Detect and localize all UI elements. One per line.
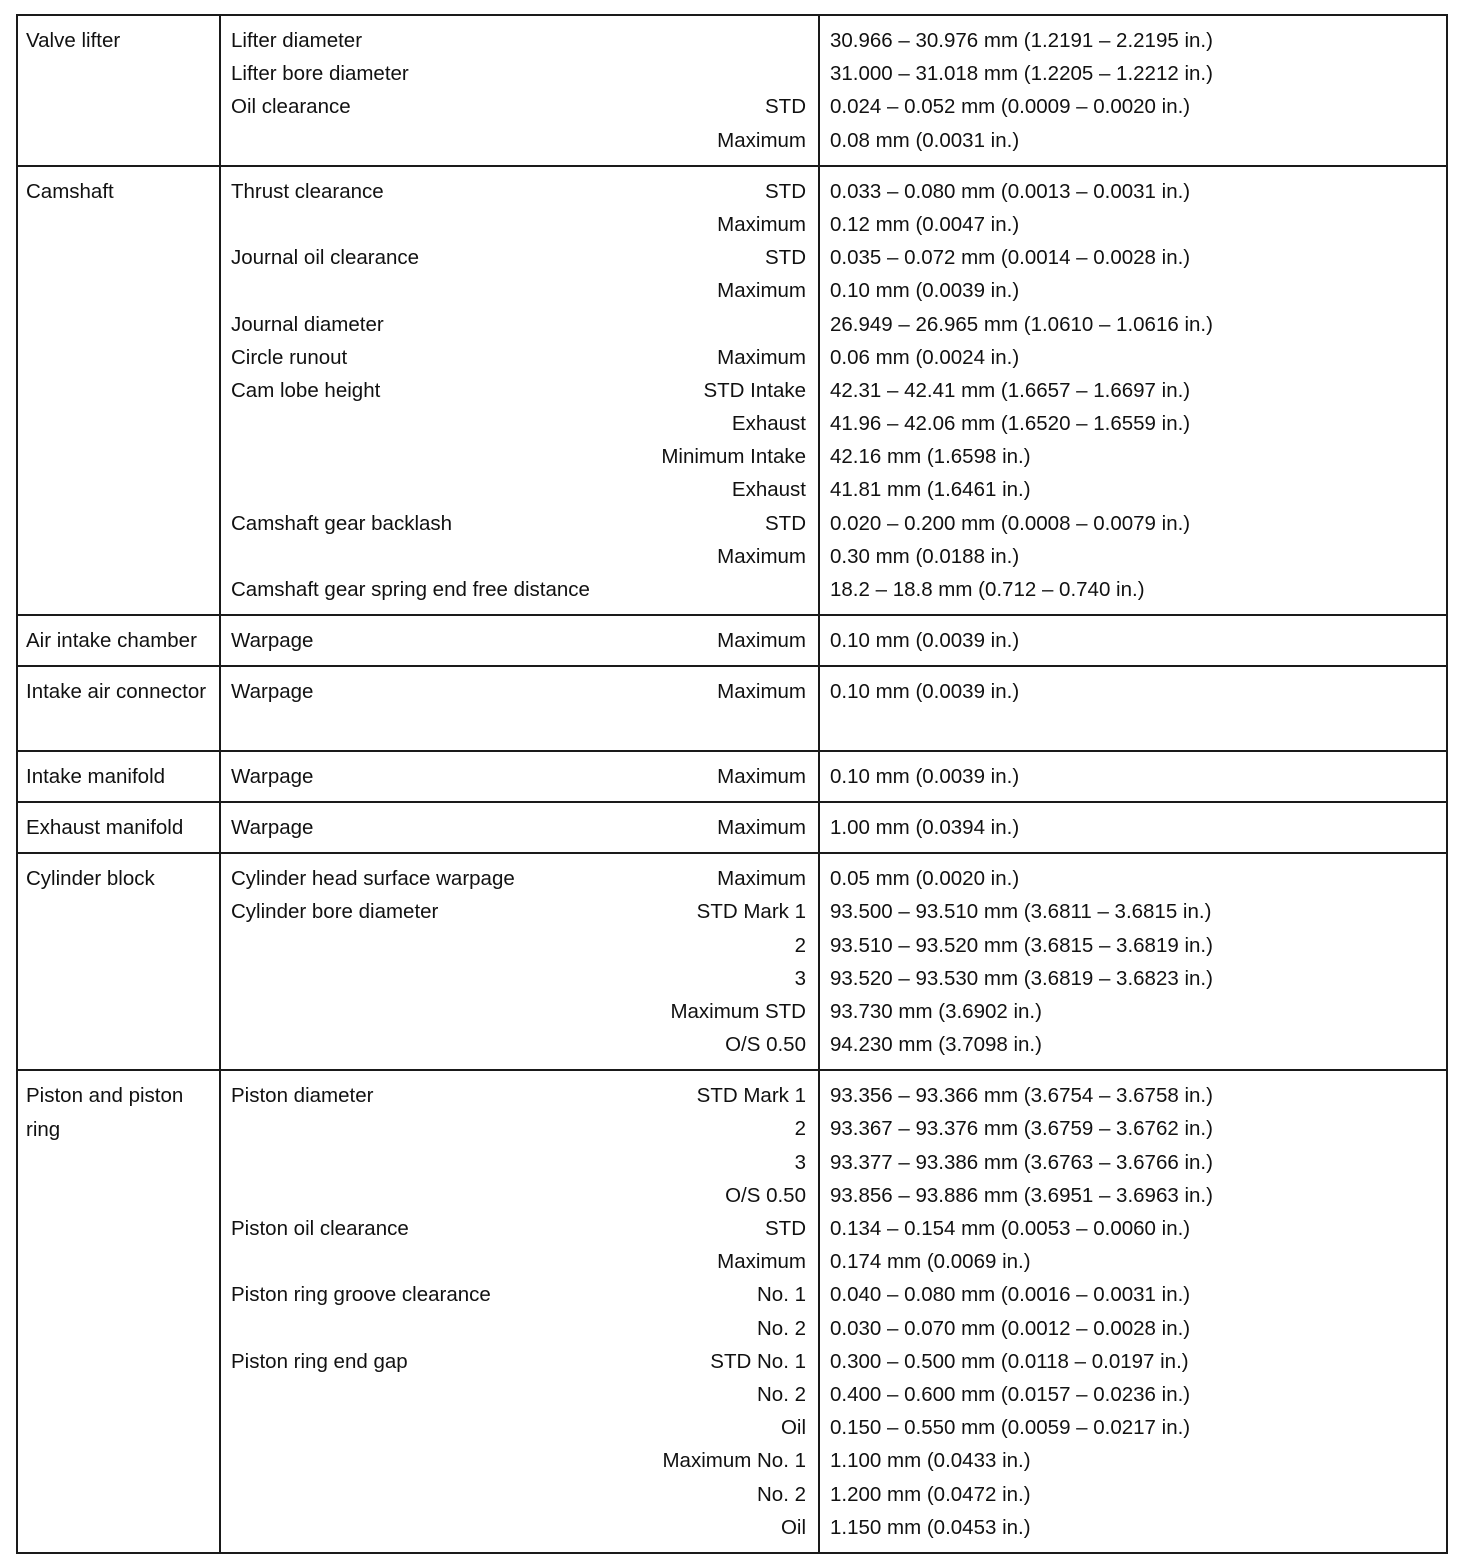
item-label <box>221 274 231 307</box>
spec-value: 93.356 – 93.366 mm (3.6754 – 3.6758 in.) <box>830 1084 1213 1108</box>
spec-value: 30.966 – 30.976 mm (1.2191 – 2.2195 in.) <box>830 29 1213 52</box>
spec-line <box>221 440 818 473</box>
spec-value: 0.150 – 0.550 mm (0.0059 – 0.0217 in.) <box>830 1416 1191 1440</box>
spec-value: 18.2 – 18.8 mm (0.712 – 0.740 in.) <box>830 578 1145 601</box>
spec-line <box>221 1245 818 1278</box>
item-label: Camshaft gear spring end free distance <box>231 578 590 601</box>
spec-line <box>221 962 818 995</box>
spec-value: 0.10 mm (0.0039 in.) <box>830 629 1020 653</box>
spec-value: 0.06 mm (0.0024 in.) <box>830 345 1020 369</box>
qualifier-label: O/S 0.50 <box>725 1033 806 1057</box>
spec-value: 93.377 – 93.386 mm (3.6763 – 3.6766 in.) <box>830 1150 1213 1174</box>
qualifier-label: Maximum <box>717 212 806 236</box>
section-row <box>17 615 1447 666</box>
qualifier-label: Oil <box>780 1515 806 1539</box>
qualifier-label: STD <box>765 179 806 203</box>
spec-line <box>221 929 818 962</box>
qualifier-label: Maximum <box>717 680 806 704</box>
item-label: Journal oil clearance <box>231 246 420 270</box>
spec-line <box>221 1146 818 1179</box>
spec-line <box>221 90 818 123</box>
item-label <box>221 124 231 157</box>
item-cell <box>220 615 819 666</box>
qualifier-label: Maximum STD <box>670 999 806 1023</box>
qualifier-label: 3 <box>794 966 806 990</box>
spec-line <box>221 507 818 540</box>
qualifier-label: STD <box>765 511 806 535</box>
item-label: Piston diameter <box>231 1084 374 1108</box>
spec-line <box>221 1312 818 1345</box>
qualifier-label: 3 <box>794 1150 806 1174</box>
spec-value: 0.033 – 0.080 mm (0.0013 – 0.0031 in.) <box>830 179 1191 203</box>
spec-line <box>221 24 818 57</box>
spec-value: 0.020 – 0.200 mm (0.0008 – 0.0079 in.) <box>830 511 1191 535</box>
item-label <box>221 1179 231 1212</box>
qualifier-label <box>806 709 818 742</box>
item-label: Oil clearance <box>231 95 351 119</box>
qualifier-label: Maximum <box>717 279 806 303</box>
spec-value: 93.730 mm (3.6902 in.) <box>830 999 1042 1023</box>
spec-line <box>221 675 818 708</box>
spec-line <box>221 241 818 274</box>
qualifier-label <box>806 308 818 341</box>
spec-line <box>221 1278 818 1311</box>
item-label <box>221 1028 231 1061</box>
qualifier-label: Exhaust <box>731 478 806 502</box>
spec-value: 0.134 – 0.154 mm (0.0053 – 0.0060 in.) <box>830 1217 1191 1241</box>
qualifier-label: STD <box>765 246 806 270</box>
spec-line <box>221 124 818 157</box>
qualifier-label: O/S 0.50 <box>725 1183 806 1207</box>
spec-value: 42.16 mm (1.6598 in.) <box>830 445 1031 469</box>
item-label <box>221 1444 231 1477</box>
value-cell <box>819 15 1447 166</box>
spec-value: 1.00 mm (0.0394 in.) <box>830 815 1020 839</box>
qualifier-label: No. 2 <box>757 1382 806 1406</box>
component-cell: Intake manifold <box>17 751 220 802</box>
qualifier-label: 2 <box>794 1117 806 1141</box>
qualifier-label: Maximum <box>717 629 806 653</box>
section-row <box>17 802 1447 853</box>
item-label <box>221 1411 231 1444</box>
qualifier-label: No. 2 <box>757 1316 806 1340</box>
spec-value: 0.174 mm (0.0069 in.) <box>830 1250 1031 1274</box>
item-cell <box>220 15 819 166</box>
item-label: Warpage <box>231 680 314 704</box>
item-cell <box>220 166 819 615</box>
section-row <box>17 666 1447 750</box>
spec-table-body <box>17 15 1447 1553</box>
spec-line <box>221 407 818 440</box>
qualifier-label: Maximum No. 1 <box>662 1449 806 1473</box>
spec-line <box>221 573 818 606</box>
item-label <box>221 1245 231 1278</box>
qualifier-label: Exhaust <box>731 412 806 436</box>
value-cell <box>819 666 1447 750</box>
item-cell <box>220 1070 819 1553</box>
spec-line <box>221 274 818 307</box>
item-label: Thrust clearance <box>231 179 384 203</box>
component-cell: Air intake chamber <box>17 615 220 666</box>
item-label <box>221 540 231 573</box>
section-row <box>17 751 1447 802</box>
qualifier-label: Maximum <box>717 128 806 152</box>
item-label <box>221 962 231 995</box>
item-label: Piston ring end gap <box>231 1349 408 1373</box>
qualifier-label: Maximum <box>717 815 806 839</box>
spec-line <box>221 1028 818 1061</box>
spec-value: 0.024 – 0.052 mm (0.0009 – 0.0020 in.) <box>830 95 1191 119</box>
item-label: Piston oil clearance <box>231 1217 409 1241</box>
spec-value: 41.96 – 42.06 mm (1.6520 – 1.6559 in.) <box>830 412 1191 436</box>
spec-line <box>221 473 818 506</box>
item-label: Piston ring groove clearance <box>231 1283 491 1307</box>
spec-line <box>221 811 818 844</box>
item-label: Warpage <box>231 764 314 788</box>
spec-line <box>221 208 818 241</box>
item-label: Lifter diameter <box>231 29 363 52</box>
item-label: Journal diameter <box>231 312 384 336</box>
spec-value: 0.10 mm (0.0039 in.) <box>830 279 1020 303</box>
item-label: Warpage <box>231 815 314 839</box>
spec-line <box>221 1511 818 1544</box>
qualifier-label <box>806 24 818 57</box>
value-cell <box>819 1070 1447 1553</box>
spec-line <box>221 1345 818 1378</box>
qualifier-label <box>806 573 818 606</box>
qualifier-label: STD Intake <box>703 378 806 402</box>
item-label <box>221 929 231 962</box>
component-cell: Intake air connector <box>17 666 220 750</box>
item-label <box>221 1478 231 1511</box>
item-label: Cylinder head surface warpage <box>231 867 515 891</box>
qualifier-label: Minimum Intake <box>661 445 806 469</box>
value-cell <box>819 853 1447 1070</box>
spec-value: 93.500 – 93.510 mm (3.6811 – 3.6815 in.) <box>830 900 1212 924</box>
component-cell: Cylinder block <box>17 853 220 1070</box>
item-label <box>221 1312 231 1345</box>
value-cell <box>819 802 1447 853</box>
qualifier-label <box>806 57 818 90</box>
qualifier-label: Maximum <box>717 1250 806 1274</box>
qualifier-label: 2 <box>794 933 806 957</box>
component-cell: Exhaust manifold <box>17 802 220 853</box>
item-label <box>221 208 231 241</box>
spec-value: 93.856 – 93.886 mm (3.6951 – 3.6963 in.) <box>830 1183 1213 1207</box>
spec-line <box>221 341 818 374</box>
spec-value: 0.10 mm (0.0039 in.) <box>830 680 1020 704</box>
component-cell: Camshaft <box>17 166 220 615</box>
qualifier-label: STD Mark 1 <box>696 1084 806 1108</box>
spec-line <box>221 760 818 793</box>
spec-value: 0.08 mm (0.0031 in.) <box>830 128 1020 152</box>
item-cell <box>220 802 819 853</box>
spec-value: 1.150 mm (0.0453 in.) <box>830 1515 1031 1539</box>
item-label: Lifter bore diameter <box>231 62 409 86</box>
spec-value: 0.10 mm (0.0039 in.) <box>830 764 1020 788</box>
qualifier-label: Maximum <box>717 867 806 891</box>
item-label <box>221 407 231 440</box>
component-cell: Valve lifter <box>17 15 220 166</box>
spec-table <box>16 14 1448 1554</box>
item-label <box>221 1146 231 1179</box>
spec-line <box>221 540 818 573</box>
spec-line <box>221 1079 818 1112</box>
spec-line <box>221 374 818 407</box>
spec-value: 0.300 – 0.500 mm (0.0118 – 0.0197 in.) <box>830 1349 1189 1373</box>
spec-line <box>221 175 818 208</box>
spec-value: 42.31 – 42.41 mm (1.6657 – 1.6697 in.) <box>830 378 1191 402</box>
spec-value: 1.100 mm (0.0433 in.) <box>830 1449 1031 1473</box>
qualifier-label: Maximum <box>717 345 806 369</box>
spec-value: 41.81 mm (1.6461 in.) <box>830 478 1031 502</box>
section-row <box>17 853 1447 1070</box>
spec-value: 93.510 – 93.520 mm (3.6815 – 3.6819 in.) <box>830 933 1213 957</box>
qualifier-label: STD Mark 1 <box>696 900 806 924</box>
spec-line <box>221 1212 818 1245</box>
spec-value: 0.05 mm (0.0020 in.) <box>830 867 1020 891</box>
item-label <box>221 709 231 742</box>
item-label: Cam lobe height <box>231 378 381 402</box>
spec-value: 0.12 mm (0.0047 in.) <box>830 212 1020 236</box>
spec-value: 0.030 – 0.070 mm (0.0012 – 0.0028 in.) <box>830 1316 1191 1340</box>
spec-line <box>221 895 818 928</box>
qualifier-label: Maximum <box>717 544 806 568</box>
spec-line <box>221 57 818 90</box>
spec-value: 93.367 – 93.376 mm (3.6759 – 3.6762 in.) <box>830 1117 1213 1141</box>
qualifier-label: Maximum <box>717 764 806 788</box>
spec-line <box>221 862 818 895</box>
spec-value: 0.035 – 0.072 mm (0.0014 – 0.0028 in.) <box>830 246 1191 270</box>
spec-line <box>221 709 818 742</box>
spec-line <box>221 308 818 341</box>
qualifier-label: STD No. 1 <box>710 1349 806 1373</box>
item-label: Warpage <box>231 629 314 653</box>
item-label <box>221 473 231 506</box>
section-row <box>17 166 1447 615</box>
spec-line <box>221 624 818 657</box>
value-cell <box>819 751 1447 802</box>
spec-line <box>221 1411 818 1444</box>
qualifier-label: No. 1 <box>757 1283 806 1307</box>
item-label <box>221 1511 231 1544</box>
spec-line <box>221 1179 818 1212</box>
spec-value: 31.000 – 31.018 mm (1.2205 – 1.2212 in.) <box>830 62 1213 86</box>
spec-value: 0.040 – 0.080 mm (0.0016 – 0.0031 in.) <box>830 1283 1191 1307</box>
qualifier-label: STD <box>765 95 806 119</box>
qualifier-label: Oil <box>780 1416 806 1440</box>
item-label <box>221 440 231 473</box>
item-cell <box>220 751 819 802</box>
item-label: Camshaft gear backlash <box>231 511 453 535</box>
spec-value: 0.400 – 0.600 mm (0.0157 – 0.0236 in.) <box>830 1382 1191 1406</box>
qualifier-label: STD <box>765 1217 806 1241</box>
item-label <box>221 995 231 1028</box>
spec-line <box>221 1444 818 1477</box>
spec-value: 93.520 – 93.530 mm (3.6819 – 3.6823 in.) <box>830 966 1213 990</box>
spec-line <box>221 1112 818 1145</box>
spec-line <box>221 1478 818 1511</box>
spec-line <box>221 995 818 1028</box>
spec-value: 94.230 mm (3.7098 in.) <box>830 1033 1042 1057</box>
spec-value: 26.949 – 26.965 mm (1.0610 – 1.0616 in.) <box>830 312 1213 336</box>
spec-value: 1.200 mm (0.0472 in.) <box>830 1482 1031 1506</box>
item-label <box>221 1378 231 1411</box>
value-cell <box>819 615 1447 666</box>
section-row <box>17 1070 1447 1553</box>
spec-line <box>221 1378 818 1411</box>
spec-value: 0.30 mm (0.0188 in.) <box>830 544 1020 568</box>
value-cell <box>819 166 1447 615</box>
item-label: Cylinder bore diameter <box>231 900 439 924</box>
spec-value <box>820 709 1446 742</box>
component-cell: Piston and piston ring <box>17 1070 220 1553</box>
item-label: Circle runout <box>231 345 348 369</box>
section-row <box>17 15 1447 166</box>
item-label <box>221 1112 231 1145</box>
item-cell <box>220 666 819 750</box>
qualifier-label: No. 2 <box>757 1482 806 1506</box>
item-cell <box>220 853 819 1070</box>
